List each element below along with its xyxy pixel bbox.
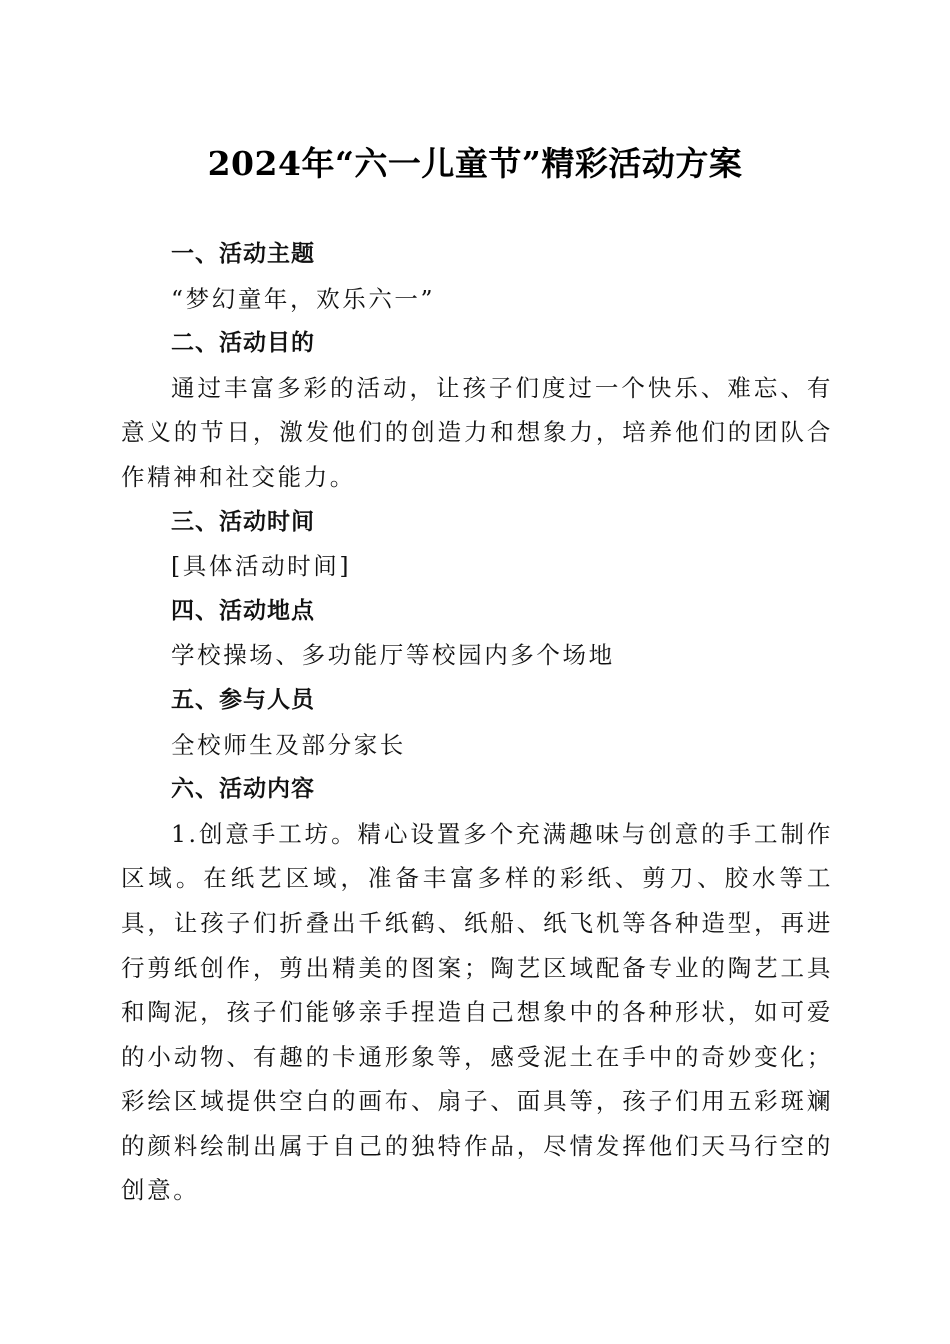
section-content-activities: 1.创意手工坊。精心设置多个充满趣味与创意的手工制作区域。在纸艺区域，准备丰富多样的彩纸、剪刀、胶水等工具，让孩子们折叠出千纸鹤、纸船、纸飞机等各种造型，再进行剪纸创作，剪出精美的图案；陶艺区域配备专业的陶艺工具和陶泥，孩子们能够亲手捏造自己想象中的各种形状，如可爱的小动物、有趣的卡通形象等，感受泥土在手中的奇妙变化；彩绘区域提供空白的画布、扇子、面具等，孩子们用五彩斑斓的颜料绘制出属于自己的独特作品，尽情发挥他们天马行空的创意。 (121, 819, 833, 1205)
document-title: 2024年“六一儿童节”精彩活动方案 (207, 144, 743, 183)
section-heading-time: 三、活动时间 (171, 508, 315, 535)
section-heading-theme: 一、活动主题 (171, 241, 315, 267)
document-body (121, 232, 833, 1213)
section-content-theme: “梦幻童年，欢乐六一” (171, 284, 436, 313)
section-content-purpose: 通过丰富多彩的活动，让孩子们度过一个快乐、难忘、有意义的节日，激发他们的创造力和想象力，培养他们的团队合作精神和社交能力。 (121, 373, 833, 491)
section-content-time: [具体活动时间] (171, 552, 352, 581)
section-content-participants: 全校师生及部分家长 (171, 730, 406, 759)
section-heading-content: 六、活动内容 (171, 776, 315, 803)
section-content-location: 学校操场、多功能厅等校园内多个场地 (171, 641, 615, 670)
section-heading-purpose: 二、活动目的 (171, 330, 315, 357)
section-heading-location: 四、活动地点 (171, 597, 315, 624)
section-heading-participants: 五、参与人员 (171, 686, 315, 713)
